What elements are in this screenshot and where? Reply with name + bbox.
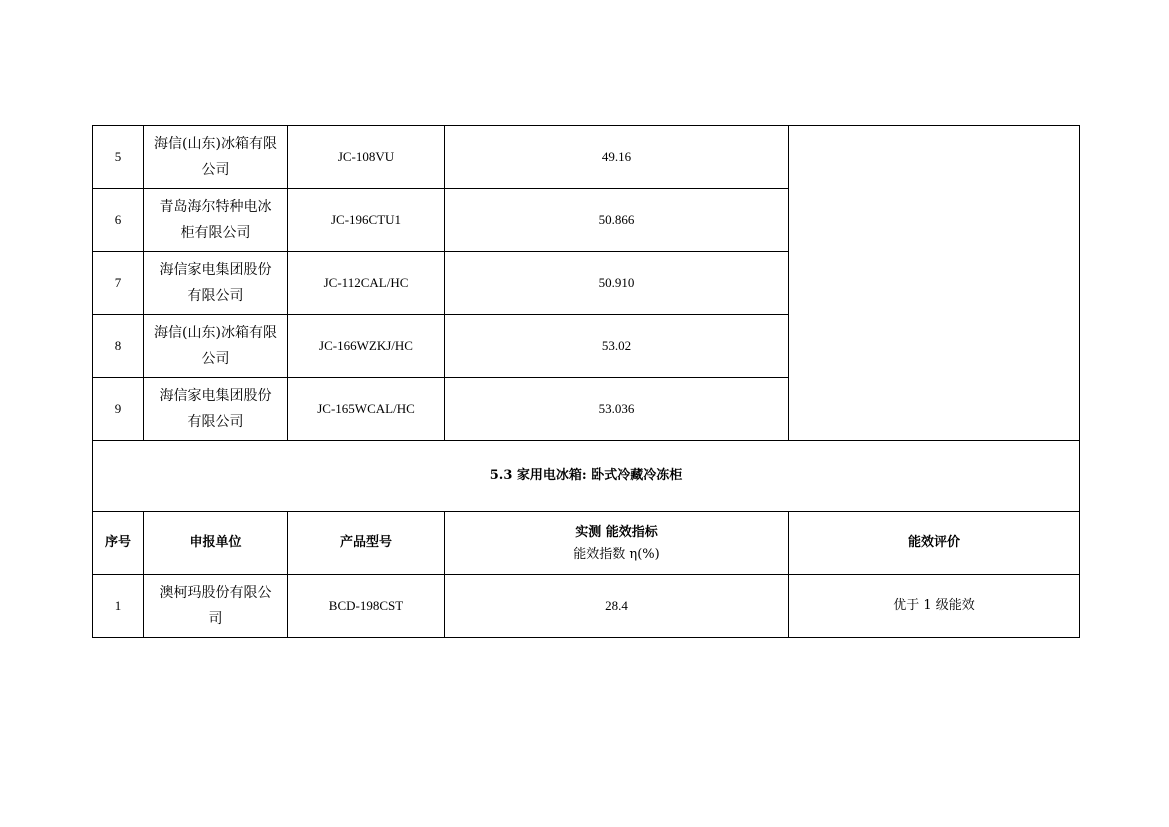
efficiency-value: 53.02: [445, 315, 789, 378]
row-number: 1: [93, 575, 144, 638]
company-name: 海信(山东)冰箱有限公司: [144, 315, 288, 378]
evaluation-value: 优于 1 级能效: [789, 575, 1080, 638]
section-row: [93, 441, 1080, 512]
header-measured-sub: 能效指数 η(%): [573, 547, 660, 562]
header-model: 产品型号: [288, 512, 445, 575]
header-no: 序号: [93, 512, 144, 575]
product-model: JC-196CTU1: [288, 189, 445, 252]
product-model: BCD-198CST: [288, 575, 445, 638]
row-number: 8: [93, 315, 144, 378]
row-number: 6: [93, 189, 144, 252]
header-measured: [445, 512, 789, 575]
product-model: JC-108VU: [288, 126, 445, 189]
company-name: 澳柯玛股份有限公司: [144, 575, 288, 638]
company-name: 海信家电集团股份有限公司: [144, 378, 288, 441]
product-model: JC-166WZKJ/HC: [288, 315, 445, 378]
efficiency-value: 50.866: [445, 189, 789, 252]
header-evaluation: 能效评价: [789, 512, 1080, 575]
efficiency-value: 49.16: [445, 126, 789, 189]
evaluation-cell-empty: [789, 126, 1080, 441]
header-measured-main: 实测 能效指标: [575, 525, 658, 540]
row-number: 9: [93, 378, 144, 441]
table-row: [93, 575, 1080, 638]
efficiency-value: 28.4: [445, 575, 789, 638]
section-title: 5.3 家用电冰箱: 卧式冷藏冷冻柜: [93, 441, 1080, 512]
company-name: 海信(山东)冰箱有限公司: [144, 126, 288, 189]
header-row: [93, 512, 1080, 575]
efficiency-value: 50.910: [445, 252, 789, 315]
header-company: 申报单位: [144, 512, 288, 575]
efficiency-table: [92, 125, 1080, 638]
product-model: JC-112CAL/HC: [288, 252, 445, 315]
row-number: 7: [93, 252, 144, 315]
company-name: 青岛海尔特种电冰柜有限公司: [144, 189, 288, 252]
product-model: JC-165WCAL/HC: [288, 378, 445, 441]
company-name: 海信家电集团股份有限公司: [144, 252, 288, 315]
table-row: [93, 126, 1080, 189]
efficiency-value: 53.036: [445, 378, 789, 441]
row-number: 5: [93, 126, 144, 189]
